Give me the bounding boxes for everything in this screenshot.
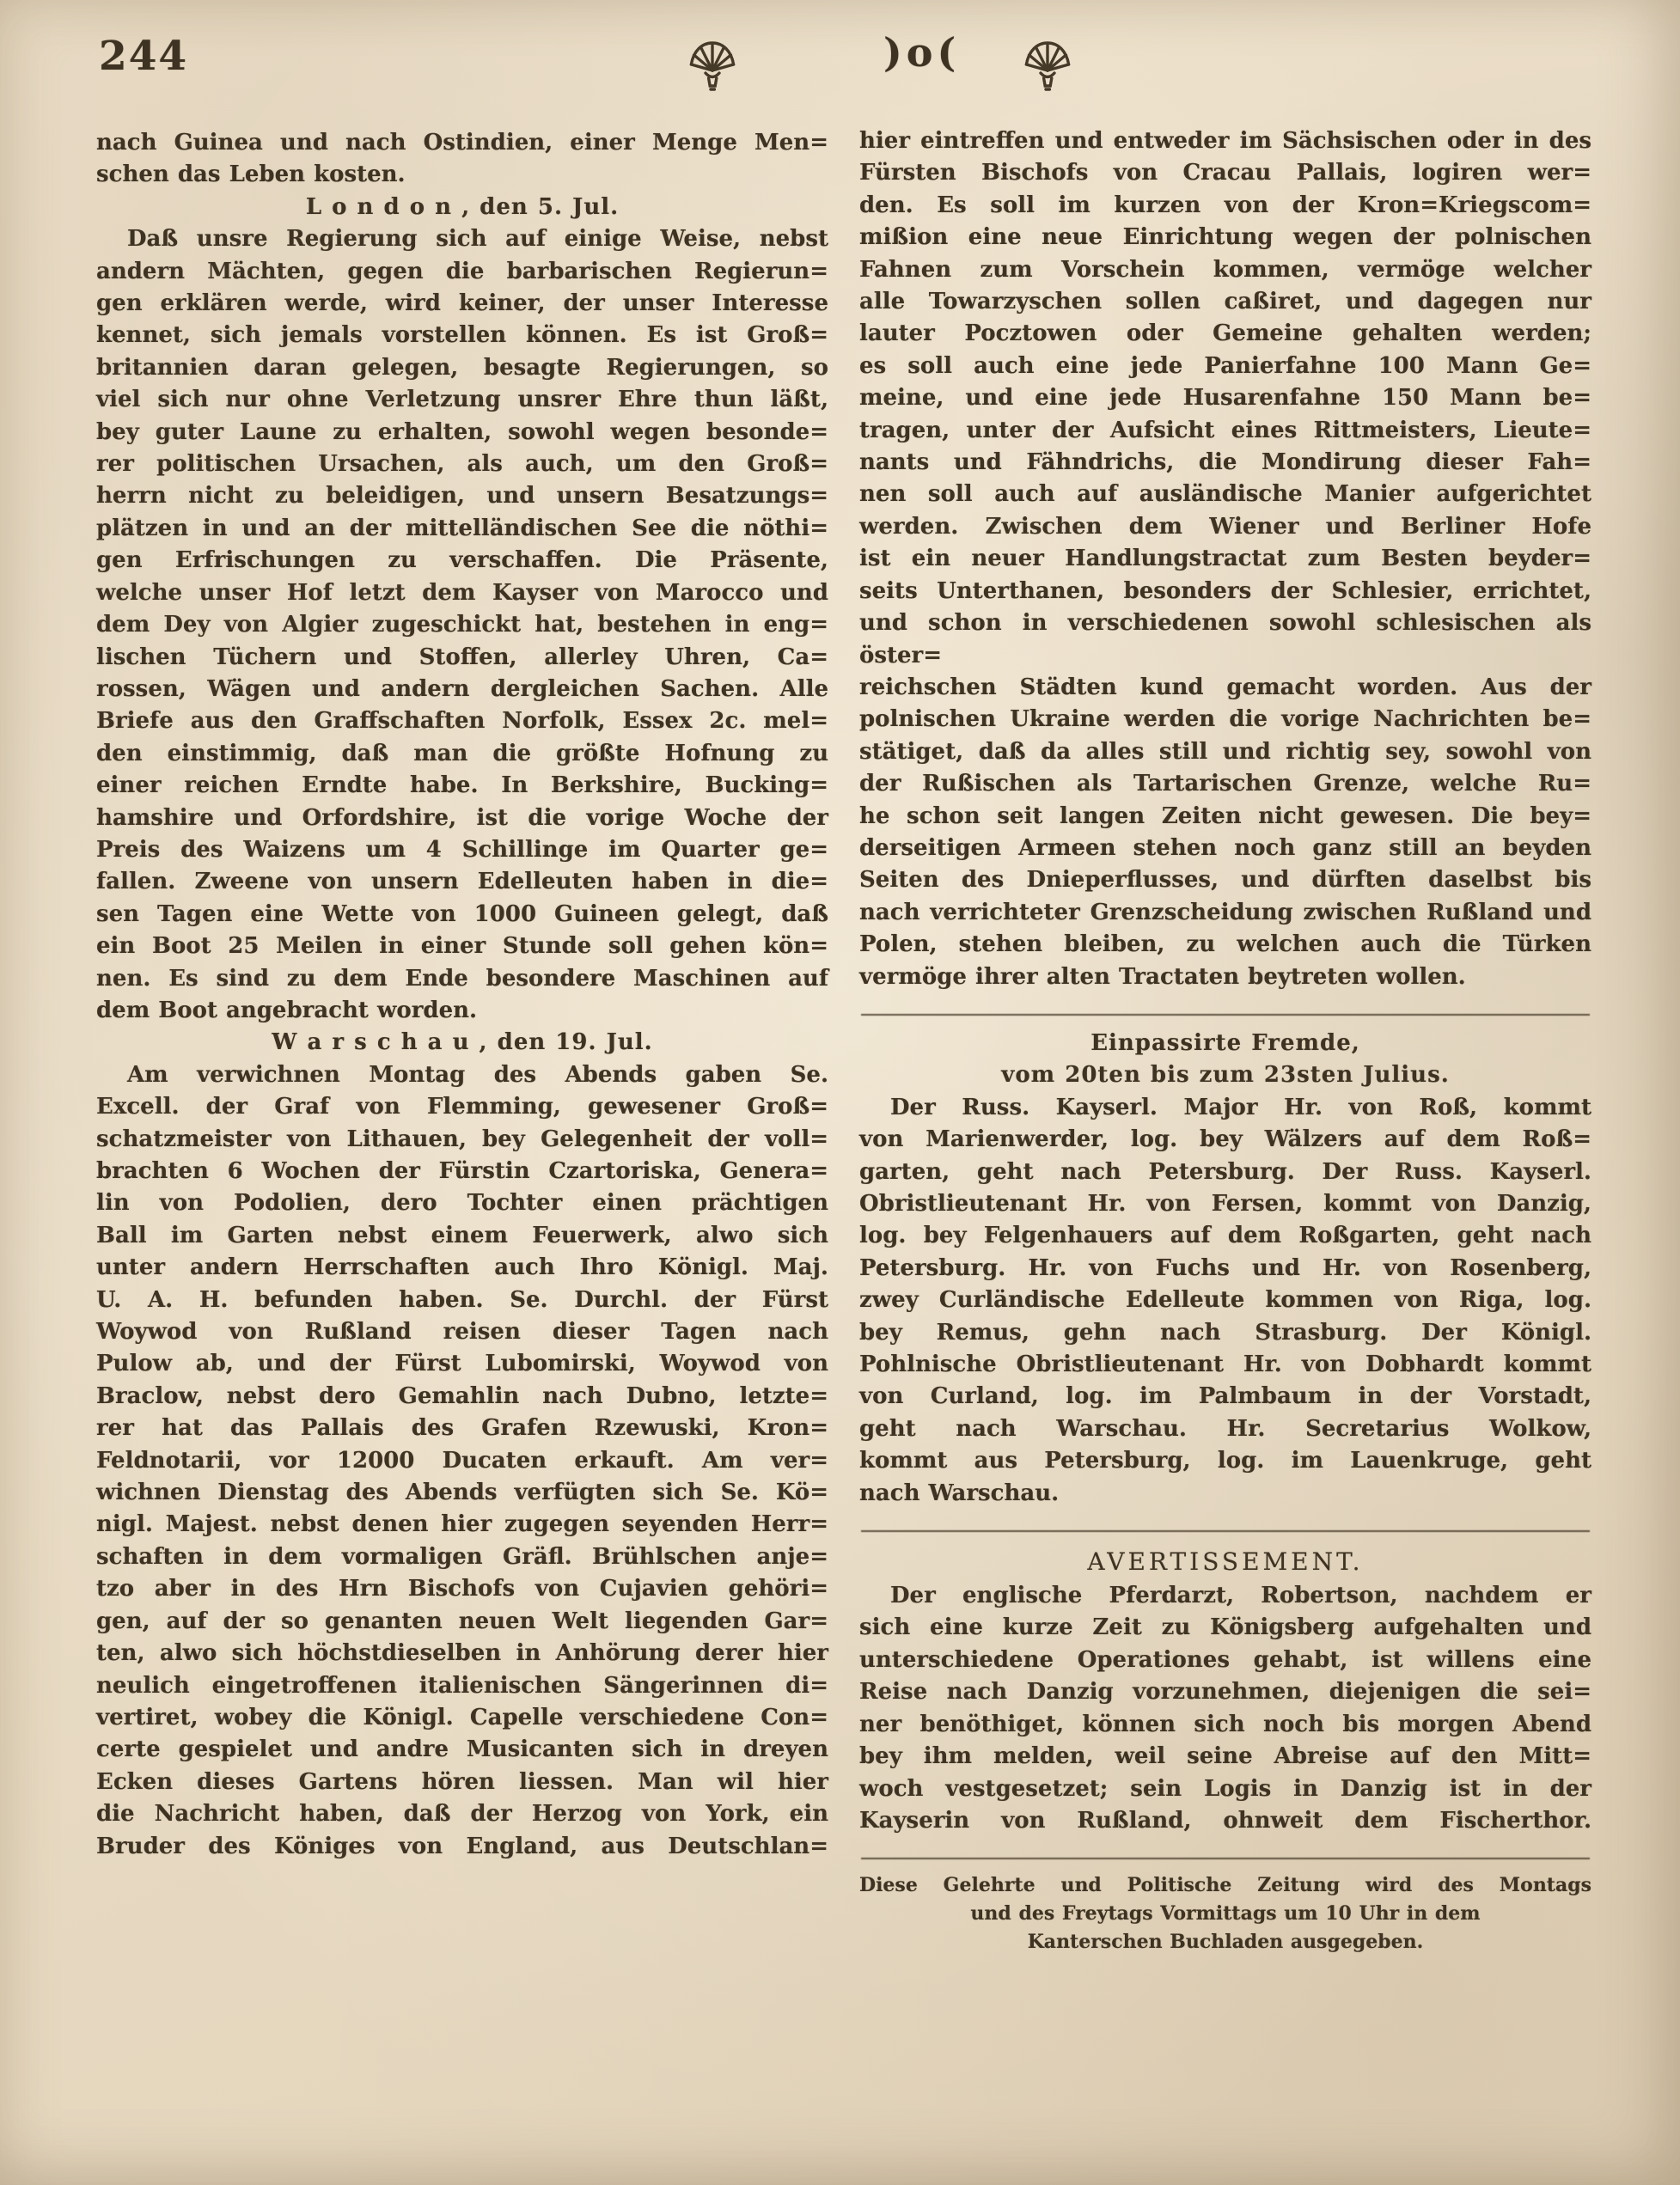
text-line: Kanterschen Buchladen ausgegeben. (1027, 1931, 1424, 1954)
text-line: log. bey Felgenhauers auf dem Roßgarten, geht nach (859, 1223, 1591, 1249)
section-divider (861, 1858, 1590, 1859)
section-heading: W a r s c h a u , den 19. Jul. (272, 1029, 653, 1056)
text-line: nigl. Majest. nebst denen hier zugegen seyenden Herr= (96, 1511, 828, 1538)
text-line: vertiret, wobey die Königl. Capelle verschiedene Con= (96, 1704, 828, 1730)
text-line: sen Tagen eine Wette von 1000 Guineen gelegt, daß (96, 900, 828, 927)
text-line: Am verwichnen Montag des Abends gaben Se. (127, 1061, 828, 1088)
text-line: Braclow, nebst dero Gemahlin nach Dubno, letzte= (96, 1382, 828, 1409)
text-line: lischen Tüchern und Stoffen, allerley Uhren, Ca= (96, 644, 828, 670)
text-line: kennet, sich jemals vorstellen können. Es ist Groß= (96, 322, 828, 349)
text-line: polnischen Ukraine werden die vorige Nachrichten be= (859, 706, 1591, 733)
text-line: Ball im Garten nebst einem Feuerwerk, alwo sich (96, 1222, 828, 1248)
text-line: welche unser Hof letzt dem Kayser von Marocco und (96, 579, 828, 606)
text-line: alle Towarzyschen sollen caßiret, und dagegen nur (859, 289, 1591, 315)
text-line: mißion eine neue Einrichtung wegen der polnischen (859, 224, 1591, 251)
text-line: schatzmeister von Lithauen, bey Gelegenheit der voll= (96, 1126, 828, 1152)
text-line: nach Warschau. (859, 1480, 1060, 1506)
text-line: herrn nicht zu beleidigen, und unsern Besatzungs= (96, 483, 828, 510)
text-line: ein Boot 25 Meilen in einer Stunde soll gehen kön= (96, 933, 828, 960)
text-line: zwey Curländische Edelleute kommen von Riga, log. (859, 1287, 1591, 1314)
text-line: unterschiedene Operationes gehabt, ist willens eine (859, 1646, 1591, 1673)
text-line: Obristlieutenant Hr. von Fersen, kommt von Danzig, (859, 1191, 1591, 1217)
text-line: andern Mächten, gegen die barbarischen Regierun= (96, 258, 828, 284)
text-line: tzo aber in des Hrn Bischofs von Cujavien gehöri= (96, 1576, 828, 1602)
text-line: rossen, Wägen und andern dergleichen Sachen. Alle (96, 675, 828, 702)
text-line: reichschen Städten kund gemacht worden. Aus der (859, 674, 1591, 700)
text-line: meine, und eine jede Husarenfahne 150 Mann be= (859, 385, 1591, 412)
text-line: Reise nach Danzig vorzunehmen, diejenigen die sei= (859, 1679, 1591, 1706)
text-line: seits Unterthanen, besonders der Schlesier, errichtet, (859, 577, 1591, 604)
text-line: ner benöthiget, können sich noch bis morgen Abend (859, 1711, 1591, 1737)
section-heading: Einpassirte Fremde, (1090, 1029, 1360, 1056)
text-line: bey ihm melden, weil seine Abreise auf den Mitt= (859, 1743, 1591, 1770)
right-column (859, 125, 1591, 1956)
text-line: Woywod von Rußland reisen dieser Tagen nach (96, 1319, 828, 1346)
text-line: plätzen in und an der mittelländischen See die nöthi= (96, 515, 828, 541)
text-line: bey Remus, gehn nach Strasburg. Der Königl. (859, 1319, 1591, 1346)
text-line: und schon in verschiedenen sowohl schlesischen als öster= (859, 610, 1591, 668)
section-divider (861, 1530, 1590, 1532)
page-number: 244 (99, 33, 189, 80)
section-divider (861, 1014, 1590, 1016)
text-line: werden. Zwischen dem Wiener und Berliner Hofe (859, 513, 1591, 540)
text-line: die Nachricht haben, daß der Herzog von York, ein (96, 1801, 828, 1828)
text-line: ten, alwo sich höchstdieselben in Anhörung derer hier (96, 1640, 828, 1667)
text-line: Fürsten Bischofs von Cracau Pallais, logiren wer= (859, 160, 1591, 186)
text-line: schaften in dem vormaligen Gräfl. Brühlschen anje= (96, 1543, 828, 1570)
text-line: Der englische Pferdarzt, Robertson, nachdem er (890, 1583, 1591, 1609)
text-line: nen. Es sind zu dem Ende besondere Maschinen auf (96, 965, 828, 992)
text-line: dem Boot angebracht worden. (96, 997, 478, 1023)
text-line: Polen, stehen bleiben, zu welchen auch die Türken (859, 931, 1591, 958)
text-line: wichnen Dienstag des Abends verfügten sich Se. Kö= (96, 1480, 828, 1506)
text-line: hier eintreffen und entweder im Sächsischen oder in des (859, 128, 1591, 154)
text-line: gen erklären werde, wird keiner, der unser Interesse (96, 290, 828, 317)
text-line: viel sich nur ohne Verletzung unsrer Ehre thun läßt, (96, 387, 828, 413)
text-line: sich eine kurze Zeit zu Königsberg aufgehalten und (859, 1614, 1591, 1641)
left-column (96, 127, 828, 1863)
text-line: Pohlnische Obristlieutenant Hr. von Dobhardt kommt (859, 1352, 1591, 1378)
text-line: einer reichen Erndte habe. In Berkshire, Bucking= (96, 772, 828, 799)
text-line: derseitigen Armeen stehen noch ganz still an beyden (859, 834, 1591, 861)
text-line: brachten 6 Wochen der Fürstin Czartoriska, Genera= (96, 1158, 828, 1184)
text-line: tragen, unter der Aufsicht eines Rittmeisters, Lieute= (859, 417, 1591, 443)
section-heading: vom 20ten bis zum 23sten Julius. (1001, 1062, 1450, 1089)
text-line: den einstimmig, daß man die größte Hofnung zu (96, 740, 828, 766)
text-line: Der Russ. Kayserl. Major Hr. von Roß, kommt (890, 1094, 1591, 1120)
text-line: Bruder des Königes von England, aus Deutschlan= (96, 1833, 828, 1859)
text-line: Pulow ab, und der Fürst Lubomirski, Woywod von (96, 1351, 828, 1377)
text-line: U. A. H. befunden haben. Se. Durchl. der Fürst (96, 1286, 828, 1313)
section-heading: L o n d o n , den 5. Jul. (305, 193, 620, 220)
text-line: unter andern Herrschaften auch Ihro Königl. Maj. (96, 1254, 828, 1281)
text-line: vermöge ihrer alten Tractaten beytreten wollen. (859, 963, 1466, 990)
text-line: Briefe aus den Graffschaften Norfolk, Essex 2c. mel= (96, 708, 828, 735)
text-line: garten, geht nach Petersburg. Der Russ. Kayserl. (859, 1158, 1591, 1185)
text-line: den. Es soll im kurzen von der Kron=Kriegscom= (859, 192, 1591, 218)
text-line: woch vestgesetzet; sein Logis in Danzig ist in der (859, 1775, 1591, 1802)
text-line: gen Erfrischungen zu verschaffen. Die Präsente, (96, 547, 828, 574)
text-line: britannien daran gelegen, besagte Regierungen, so (96, 354, 828, 381)
text-line: lauter Pocztowen oder Gemeine gehalten werden; (859, 320, 1591, 347)
header-separator-mark: )o( (883, 29, 961, 76)
text-line: he schon seit langen Zeiten nicht gewesen. Die bey= (859, 803, 1591, 829)
shell-ornament-icon (687, 40, 737, 93)
text-line: certe gespielet und andre Musicanten sich in dreyen (96, 1736, 828, 1763)
text-line: Excell. der Graf von Flemming, gewesener Groß= (96, 1094, 828, 1120)
text-line: von Marienwerder, log. bey Wälzers auf dem Roß= (859, 1126, 1591, 1153)
text-line: Kayserin von Rußland, ohnweit dem Fischerthor. (859, 1807, 1591, 1834)
text-line: nants und Fähndrichs, die Mondirung dieser Fah= (859, 449, 1591, 476)
text-line: von Curland, log. im Palmbaum in der Vorstadt, (859, 1383, 1591, 1410)
text-line: rer hat das Pallais des Grafen Rzewuski, Kron= (96, 1415, 828, 1442)
text-line: rer politischen Ursachen, als auch, um den Groß= (96, 451, 828, 478)
text-line: lin von Podolien, dero Tochter einen prächtigen (96, 1190, 828, 1217)
text-line: Ecken dieses Gartens hören liessen. Man wil hier (96, 1768, 828, 1795)
text-line: schen das Leben kosten. (96, 162, 406, 188)
text-line: nach Guinea und nach Ostindien, einer Menge Men= (96, 130, 828, 156)
text-line: dem Dey von Algier zugeschickt hat, bestehen in eng= (96, 612, 828, 638)
text-line: der Rußischen als Tartarischen Grenze, welche Ru= (859, 771, 1591, 797)
text-line: Feldnotarii, vor 12000 Ducaten erkauft. Am ver= (96, 1447, 828, 1474)
text-line: geht nach Warschau. Hr. Secretarius Wolkow, (859, 1415, 1591, 1442)
text-line: Petersburg. Hr. von Fuchs und Hr. von Rosenberg, (859, 1254, 1591, 1281)
text-line: gen, auf der so genanten neuen Welt liegenden Gar= (96, 1608, 828, 1634)
text-line: stätiget, daß da alles still und richtig sey, sowohl von (859, 738, 1591, 765)
text-line: Fahnen zum Vorschein kommen, vermöge welcher (859, 256, 1591, 283)
text-line: hamshire und Orfordshire, ist die vorige Woche der (96, 804, 828, 831)
text-line: Diese Gelehrte und Politische Zeitung wird des Montags (859, 1874, 1591, 1897)
text-line: neulich eingetroffenen italienischen Sängerinnen di= (96, 1672, 828, 1699)
text-line: nach verrichteter Grenzscheidung zwischen Rußland und (859, 899, 1591, 925)
text-line: und des Freytags Vormittags um 10 Uhr in dem (970, 1902, 1481, 1926)
text-line: Preis des Waizens um 4 Schillinge im Quarter ge= (96, 836, 828, 863)
text-line: ist ein neuer Handlungstractat zum Besten beyder= (859, 546, 1591, 572)
text-line: Daß unsre Regierung sich auf einige Weise, nebst (127, 226, 828, 253)
shell-ornament-icon (1023, 40, 1072, 93)
section-heading: AVERTISSEMENT. (1087, 1547, 1364, 1577)
text-line: kommt aus Petersburg, log. im Lauenkruge, geht (859, 1448, 1591, 1474)
text-line: fallen. Zweene von unsern Edelleuten haben in die= (96, 869, 828, 895)
text-line: Seiten des Dnieperflusses, und dürften daselbst bis (859, 867, 1591, 894)
text-line: es soll auch eine jede Panierfahne 100 Mann Ge= (859, 352, 1591, 379)
text-line: nen soll auch auf ausländische Manier aufgerichtet (859, 481, 1591, 508)
text-line: bey guter Laune zu erhalten, sowohl wegen besonde= (96, 418, 828, 445)
